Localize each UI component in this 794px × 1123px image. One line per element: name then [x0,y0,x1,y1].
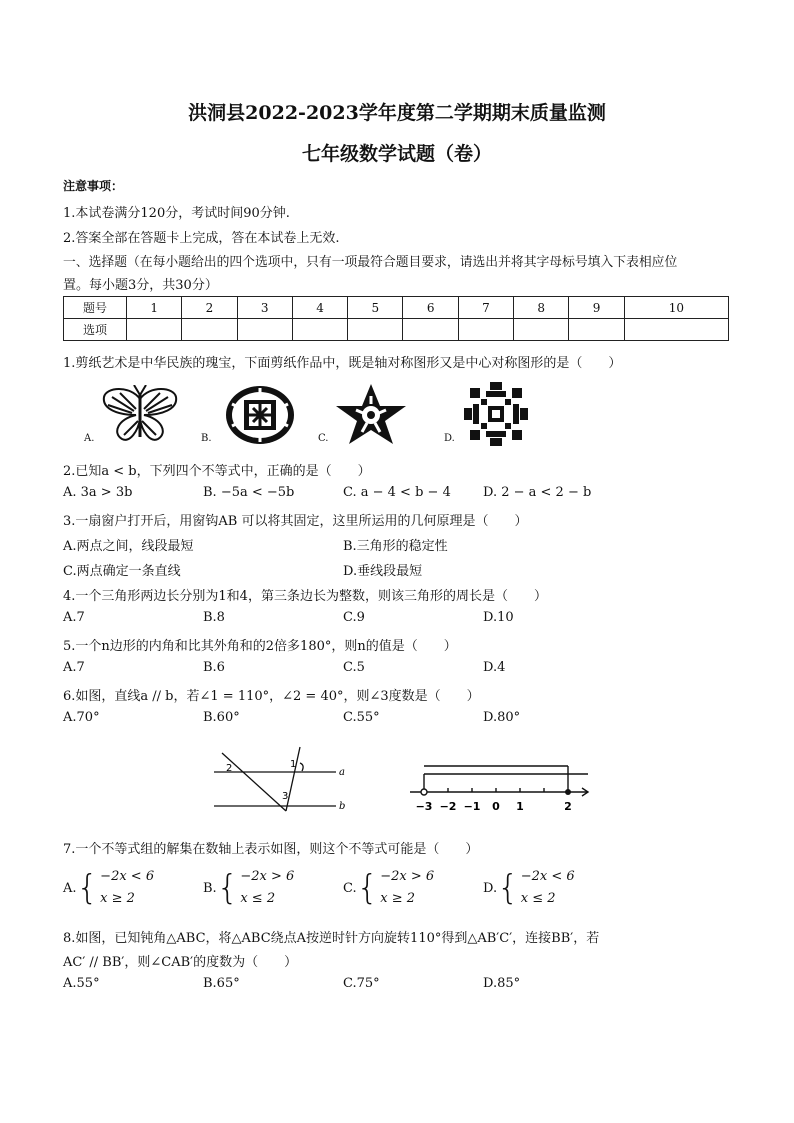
angle-2-label: 2 [226,763,233,774]
answer-cell [514,319,569,341]
answer-cell [569,319,624,341]
q5-option-c: C.5 [343,660,365,675]
angle-1-label: 1 [290,759,297,770]
exam-subtitle: 七年级数学试题（卷） [301,143,492,165]
exam-title: 洪洞县2022-2023学年度第二学期期末质量监测 [188,102,606,124]
note-2: 2.答案全部在答题卡上完成，答在本试卷上无效. [63,231,340,246]
table-cell: 6 [403,297,458,319]
system-row: −2x > 6 [380,869,435,884]
q5-option-b: B.6 [203,660,225,675]
q3-option-b: B.三角形的稳定性 [343,539,448,554]
q8-option-c: C.75° [343,976,380,991]
line-a-label: a [339,767,345,778]
system-row: −2x < 6 [520,869,575,884]
question-7-stem: 7.一个不等式组的解集在数轴上表示如图，则这个不等式可能是（ ） [63,842,479,857]
table-cell: 8 [514,297,569,319]
q4-option-b: B.8 [203,610,225,625]
question-5-stem: 5.一个n边形的内角和比其外角和的2倍多180°，则n的值是（ ） [63,639,457,654]
q7-option-b-label: B. [203,880,217,896]
section1-instructions-cont: 置。每小题3分，共30分） [63,278,218,293]
q6-option-d: D.80° [483,710,521,725]
q7-option-c [343,866,434,910]
table-header-cell: 选项 [64,319,127,341]
q7-option-d [483,866,575,910]
system-row: x ≥ 2 [380,891,416,906]
q7-option-d-label: D. [483,880,498,896]
q8-option-b: B.65° [203,976,240,991]
section1-instructions: 一、选择题（在每小题给出的四个选项中，只有一项最符合题目要求，请选出并将其字母标号填入下表相应位 [63,255,678,270]
answer-cell [237,319,292,341]
question-8-stem-cont: AC′ // BB′，则∠CAB′的度数为（ ） [63,955,298,970]
tick-label: 1 [516,800,524,813]
q8-option-d: D.85° [483,976,521,991]
q8-option-a: A.55° [63,976,100,991]
q6-option-a: A.70° [63,710,100,725]
q1-label-b: B. [201,433,212,444]
question-8-stem: 8.如图，已知钝角△ABC，将△ABC绕点A按逆时针方向旋转110°得到△AB′C′，连接BB′，若 [63,931,600,946]
round-papercut-image [222,384,298,446]
q5-option-a: A.7 [63,660,85,675]
q2-option-b: B. −5a < −5b [203,485,295,500]
table-cell: 5 [348,297,403,319]
brace-icon: { [216,868,239,908]
answer-table [63,296,729,341]
brace-icon: { [356,868,379,908]
answer-cell [127,319,182,341]
system-row: −2x > 6 [240,869,295,884]
answer-cell [348,319,403,341]
table-header-cell: 题号 [64,297,127,319]
answer-cell [458,319,513,341]
tick-label: −3 [415,800,433,813]
tick-label: 2 [564,800,572,813]
parallel-lines-figure [212,743,352,821]
q3-option-c: C.两点确定一条直线 [63,564,181,579]
answer-cell [182,319,237,341]
q6-option-b: B.60° [203,710,240,725]
q4-option-d: D.10 [483,610,514,625]
star-papercut-image [334,382,408,446]
table-cell: 3 [237,297,292,319]
butterfly-papercut-image [100,385,180,445]
table-cell: 10 [624,297,728,319]
line-b-label: b [339,801,346,812]
answer-cell [292,319,347,341]
table-cell: 7 [458,297,513,319]
system-row: x ≤ 2 [240,891,276,906]
answer-cell [403,319,458,341]
system-row: −2x < 6 [100,869,155,884]
question-4-stem: 4.一个三角形两边长分别为1和4，第三条边长为整数，则该三角形的周长是（ ） [63,589,547,604]
question-3-stem: 3.一扇窗户打开后，用窗钩AB 可以将其固定，这里所运用的几何原理是（ ） [63,514,528,529]
q2-option-c: C. a − 4 < b − 4 [343,485,451,500]
notes-heading: 注意事项： [63,179,124,193]
angle-3-label: 3 [282,791,289,802]
q2-option-d: D. 2 − a < 2 − b [483,485,592,500]
table-row [64,319,729,341]
q7-option-a-label: A. [63,880,77,896]
table-cell: 4 [292,297,347,319]
closed-dot [565,789,571,795]
q2-option-a: A. 3a > 3b [63,485,133,500]
question-1-stem: 1.剪纸艺术是中华民族的瑰宝，下面剪纸作品中，既是轴对称图形又是中心对称图形的是（ ） [63,356,622,371]
q3-option-a: A.两点之间，线段最短 [63,539,194,554]
q7-option-b [203,866,294,910]
note-1: 1.本试卷满分120分，考试时间90分钟. [63,206,290,221]
tick-label: −2 [439,800,457,813]
q7-option-c-label: C. [343,880,357,896]
tick-label: 0 [492,800,500,813]
table-cell: 9 [569,297,624,319]
question-2-stem: 2.已知a < b，下列四个不等式中，正确的是（ ） [63,464,371,479]
system-row: x ≤ 2 [520,891,556,906]
brace-icon: { [497,868,519,908]
snowflake-papercut-image [462,380,530,448]
q4-option-a: A.7 [63,610,85,625]
answer-cell [624,319,728,341]
open-dot [421,789,427,795]
table-row [64,297,729,319]
q4-option-c: C.9 [343,610,365,625]
table-cell: 2 [182,297,237,319]
q6-option-c: C.55° [343,710,380,725]
q1-label-a: A. [84,433,95,444]
table-cell: 1 [127,297,182,319]
q1-label-d: D. [444,433,455,444]
q7-option-a [63,866,154,910]
question-6-stem: 6.如图，直线a // b，若∠1 = 110°，∠2 = 40°，则∠3度数是（ ） [63,689,480,704]
q3-option-d: D.垂线段最短 [343,564,423,579]
system-row: x ≥ 2 [100,891,135,906]
q5-option-d: D.4 [483,660,506,675]
tick-label: −1 [463,800,481,813]
number-line-figure [408,748,598,820]
brace-icon: { [76,868,99,908]
q1-label-c: C. [318,433,329,444]
